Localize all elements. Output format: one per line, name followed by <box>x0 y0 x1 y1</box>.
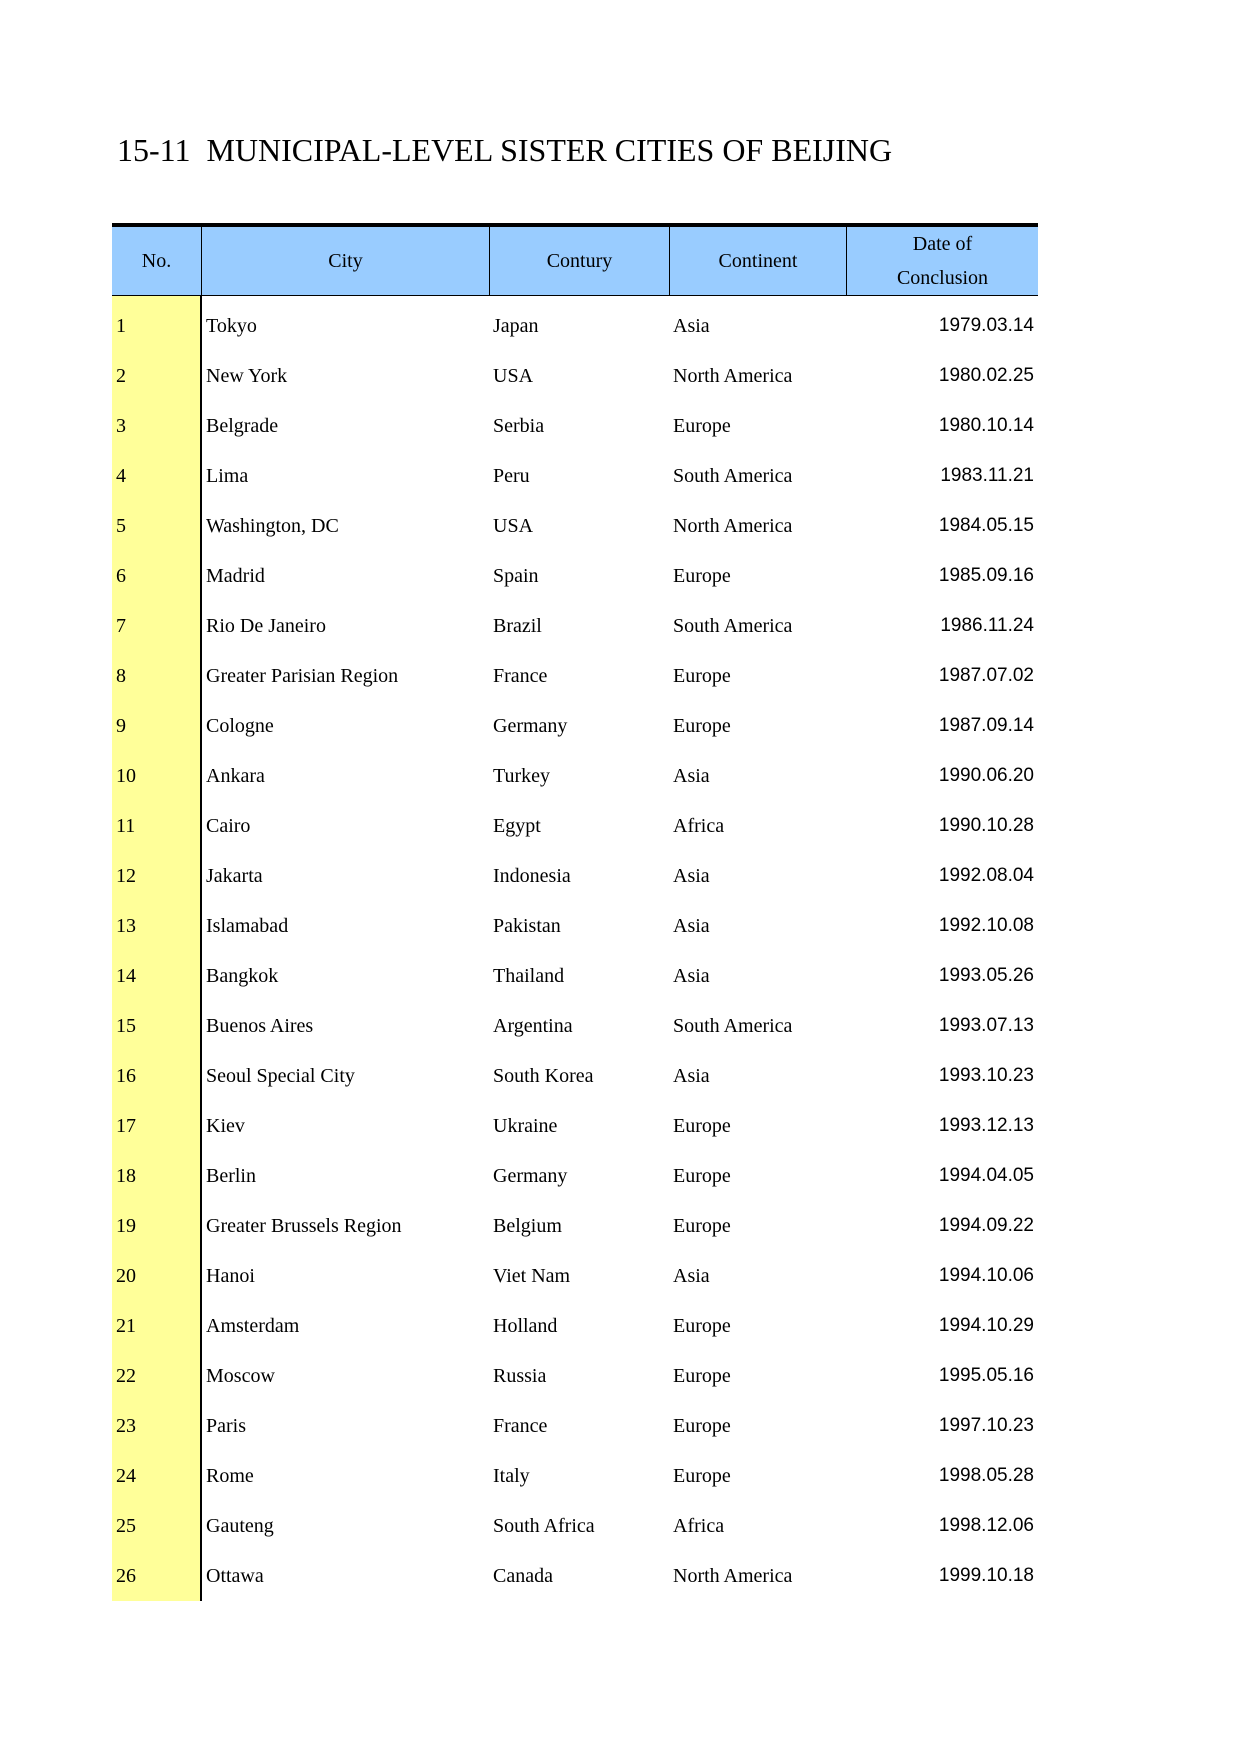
cell-continent: Asia <box>673 964 710 987</box>
table-row <box>112 1151 1038 1201</box>
table-row <box>112 1351 1038 1401</box>
cell-country: Belgium <box>493 1214 562 1237</box>
cell-no: 24 <box>116 1464 136 1487</box>
table-row <box>112 1401 1038 1451</box>
cell-date: 1983.11.21 <box>940 465 1034 486</box>
table-row <box>112 851 1038 901</box>
cell-country: Viet Nam <box>493 1264 571 1287</box>
cell-city: Bangkok <box>206 964 279 987</box>
cell-country: Argentina <box>493 1014 573 1037</box>
cell-city: Washington, DC <box>206 514 339 537</box>
cell-continent: Europe <box>673 1164 731 1187</box>
cell-date: 1994.04.05 <box>938 1165 1034 1186</box>
table-row <box>112 551 1038 601</box>
cell-no: 15 <box>116 1014 136 1037</box>
cell-continent: Europe <box>673 1364 731 1387</box>
cell-no: 9 <box>116 714 126 737</box>
cell-country: Pakistan <box>493 914 561 937</box>
cell-no: 4 <box>116 464 126 487</box>
cell-no: 8 <box>116 664 126 687</box>
cell-city: Rio De Janeiro <box>206 614 326 637</box>
cell-no: 25 <box>116 1514 136 1537</box>
cell-continent: North America <box>673 364 793 387</box>
cell-no: 3 <box>116 414 126 437</box>
table-row <box>112 1451 1038 1501</box>
cell-date: 1987.09.14 <box>938 715 1034 736</box>
cell-no: 12 <box>116 864 136 887</box>
cell-continent: South America <box>673 464 793 487</box>
cell-date: 1994.09.22 <box>938 1215 1034 1236</box>
cell-city: Gauteng <box>206 1514 274 1537</box>
table-row <box>112 801 1038 851</box>
table-header <box>112 227 1038 296</box>
cell-continent: Europe <box>673 1114 731 1137</box>
table-row <box>112 351 1038 401</box>
cell-country: Egypt <box>493 814 541 837</box>
cell-continent: Asia <box>673 1264 710 1287</box>
cell-city: Lima <box>206 464 249 487</box>
cell-country: Holland <box>493 1314 558 1337</box>
cell-country: France <box>493 664 548 687</box>
cell-country: Brazil <box>493 614 542 637</box>
table-row <box>112 1301 1038 1351</box>
table-row <box>112 501 1038 551</box>
cell-date: 1987.07.02 <box>938 665 1034 686</box>
cell-continent: Europe <box>673 564 731 587</box>
header-date <box>846 227 1038 295</box>
cell-city: Amsterdam <box>206 1314 300 1337</box>
cell-city: Madrid <box>206 564 265 587</box>
cell-country: Turkey <box>493 764 551 787</box>
cell-city: Seoul Special City <box>206 1064 355 1087</box>
cell-date: 1984.05.15 <box>938 515 1034 536</box>
header-country: Contury <box>489 227 669 295</box>
table-row <box>112 1251 1038 1301</box>
cell-city: Ankara <box>206 764 265 787</box>
cell-date: 1994.10.29 <box>938 1315 1034 1336</box>
table-row <box>112 651 1038 701</box>
cell-city: Buenos Aires <box>206 1014 314 1037</box>
cell-continent: Africa <box>673 814 725 837</box>
cell-city: Moscow <box>206 1364 275 1387</box>
cell-continent: South America <box>673 614 793 637</box>
cell-country: USA <box>493 514 534 537</box>
cell-continent: North America <box>673 514 793 537</box>
cell-continent: Africa <box>673 1514 725 1537</box>
cell-no: 10 <box>116 764 136 787</box>
cell-date: 1979.03.14 <box>938 315 1034 336</box>
header-city: City <box>201 227 489 295</box>
table-row <box>112 451 1038 501</box>
cell-no: 7 <box>116 614 126 637</box>
cell-city: Greater Parisian Region <box>206 664 399 687</box>
cell-country: Japan <box>493 314 539 337</box>
cell-country: USA <box>493 364 534 387</box>
cell-date: 1994.10.06 <box>938 1265 1034 1286</box>
cell-city: Tokyo <box>206 314 257 337</box>
cell-continent: Asia <box>673 1064 710 1087</box>
cell-continent: Europe <box>673 414 731 437</box>
table-row <box>112 751 1038 801</box>
cell-date: 1993.12.13 <box>938 1115 1034 1136</box>
cell-city: Ottawa <box>206 1564 264 1587</box>
cell-no: 5 <box>116 514 126 537</box>
cell-city: Hanoi <box>206 1264 255 1287</box>
cell-no: 22 <box>116 1364 136 1387</box>
cell-country: Italy <box>493 1464 530 1487</box>
table-row <box>112 701 1038 751</box>
cell-continent: Asia <box>673 314 710 337</box>
cell-date: 1993.10.23 <box>938 1065 1034 1086</box>
cell-date: 1997.10.23 <box>938 1415 1034 1436</box>
table-row <box>112 1051 1038 1101</box>
cell-no: 2 <box>116 364 126 387</box>
table-row <box>112 1501 1038 1551</box>
cell-no: 14 <box>116 964 136 987</box>
cell-continent: Asia <box>673 864 710 887</box>
table-row <box>112 1001 1038 1051</box>
cell-city: Rome <box>206 1464 254 1487</box>
cell-date: 1990.06.20 <box>938 765 1034 786</box>
cell-country: Germany <box>493 1164 568 1187</box>
cell-city: Paris <box>206 1414 246 1437</box>
cell-country: South Africa <box>493 1514 595 1537</box>
cell-city: Greater Brussels Region <box>206 1214 402 1237</box>
cell-date: 1998.12.06 <box>938 1515 1034 1536</box>
table-row <box>112 301 1038 351</box>
table-row <box>112 951 1038 1001</box>
cell-date: 1980.02.25 <box>938 365 1034 386</box>
cell-continent: Europe <box>673 714 731 737</box>
table-row <box>112 1101 1038 1151</box>
table-row <box>112 901 1038 951</box>
cell-date: 1990.10.28 <box>938 815 1034 836</box>
table-body <box>112 296 1038 1601</box>
cell-no: 6 <box>116 564 126 587</box>
cell-city: Cairo <box>206 814 251 837</box>
cell-continent: Europe <box>673 1464 731 1487</box>
cell-country: Serbia <box>493 414 545 437</box>
cell-country: Canada <box>493 1564 553 1587</box>
cell-date: 1986.11.24 <box>940 615 1034 636</box>
cell-no: 26 <box>116 1564 136 1587</box>
cell-country: Peru <box>493 464 530 487</box>
cell-city: Belgrade <box>206 414 279 437</box>
cell-no: 19 <box>116 1214 136 1237</box>
cell-continent: Asia <box>673 764 710 787</box>
cell-country: Germany <box>493 714 568 737</box>
cell-country: Ukraine <box>493 1114 558 1137</box>
table-row <box>112 1551 1038 1601</box>
cell-continent: Europe <box>673 1314 731 1337</box>
cell-no: 23 <box>116 1414 136 1437</box>
cell-date: 1993.07.13 <box>938 1015 1034 1036</box>
table-row <box>112 1201 1038 1251</box>
cell-no: 1 <box>116 314 126 337</box>
cell-date: 1999.10.18 <box>938 1565 1034 1586</box>
cell-no: 11 <box>116 814 136 837</box>
cell-date: 1992.08.04 <box>938 865 1034 886</box>
cell-date: 1998.05.28 <box>938 1465 1034 1486</box>
cell-date: 1993.05.26 <box>938 965 1034 986</box>
cell-date: 1980.10.14 <box>938 415 1034 436</box>
header-date-line2: Conclusion <box>896 267 989 289</box>
cell-city: Islamabad <box>206 914 289 937</box>
cell-no: 16 <box>116 1064 136 1087</box>
cell-country: Russia <box>493 1364 547 1387</box>
cell-country: South Korea <box>493 1064 594 1087</box>
header-continent: Continent <box>669 227 846 295</box>
cell-no: 13 <box>116 914 136 937</box>
cell-city: New York <box>206 364 288 387</box>
cell-country: Spain <box>493 564 539 587</box>
cell-continent: Europe <box>673 664 731 687</box>
cell-city: Berlin <box>206 1164 256 1187</box>
header-no: No. <box>141 250 172 272</box>
cell-date: 1995.05.16 <box>938 1365 1034 1386</box>
cell-no: 21 <box>116 1314 136 1337</box>
header-date-line1: Date of <box>912 233 973 255</box>
cell-no: 17 <box>116 1114 136 1137</box>
table-row <box>112 601 1038 651</box>
cell-date: 1992.10.08 <box>938 915 1034 936</box>
cell-city: Jakarta <box>206 864 263 887</box>
cell-city: Cologne <box>206 714 274 737</box>
table-row <box>112 401 1038 451</box>
header-date-label <box>897 227 988 295</box>
cell-no: 20 <box>116 1264 136 1287</box>
page-title: 15-11 MUNICIPAL-LEVEL SISTER CITIES OF BEIJING <box>117 132 893 168</box>
cell-continent: North America <box>673 1564 793 1587</box>
sister-cities-table <box>112 223 1038 1601</box>
cell-country: France <box>493 1414 548 1437</box>
cell-date: 1985.09.16 <box>938 565 1034 586</box>
cell-no: 18 <box>116 1164 136 1187</box>
cell-country: Thailand <box>493 964 565 987</box>
cell-continent: Asia <box>673 914 710 937</box>
cell-continent: Europe <box>673 1214 731 1237</box>
cell-continent: Europe <box>673 1414 731 1437</box>
cell-city: Kiev <box>206 1114 245 1137</box>
cell-continent: South America <box>673 1014 793 1037</box>
cell-country: Indonesia <box>493 864 571 887</box>
